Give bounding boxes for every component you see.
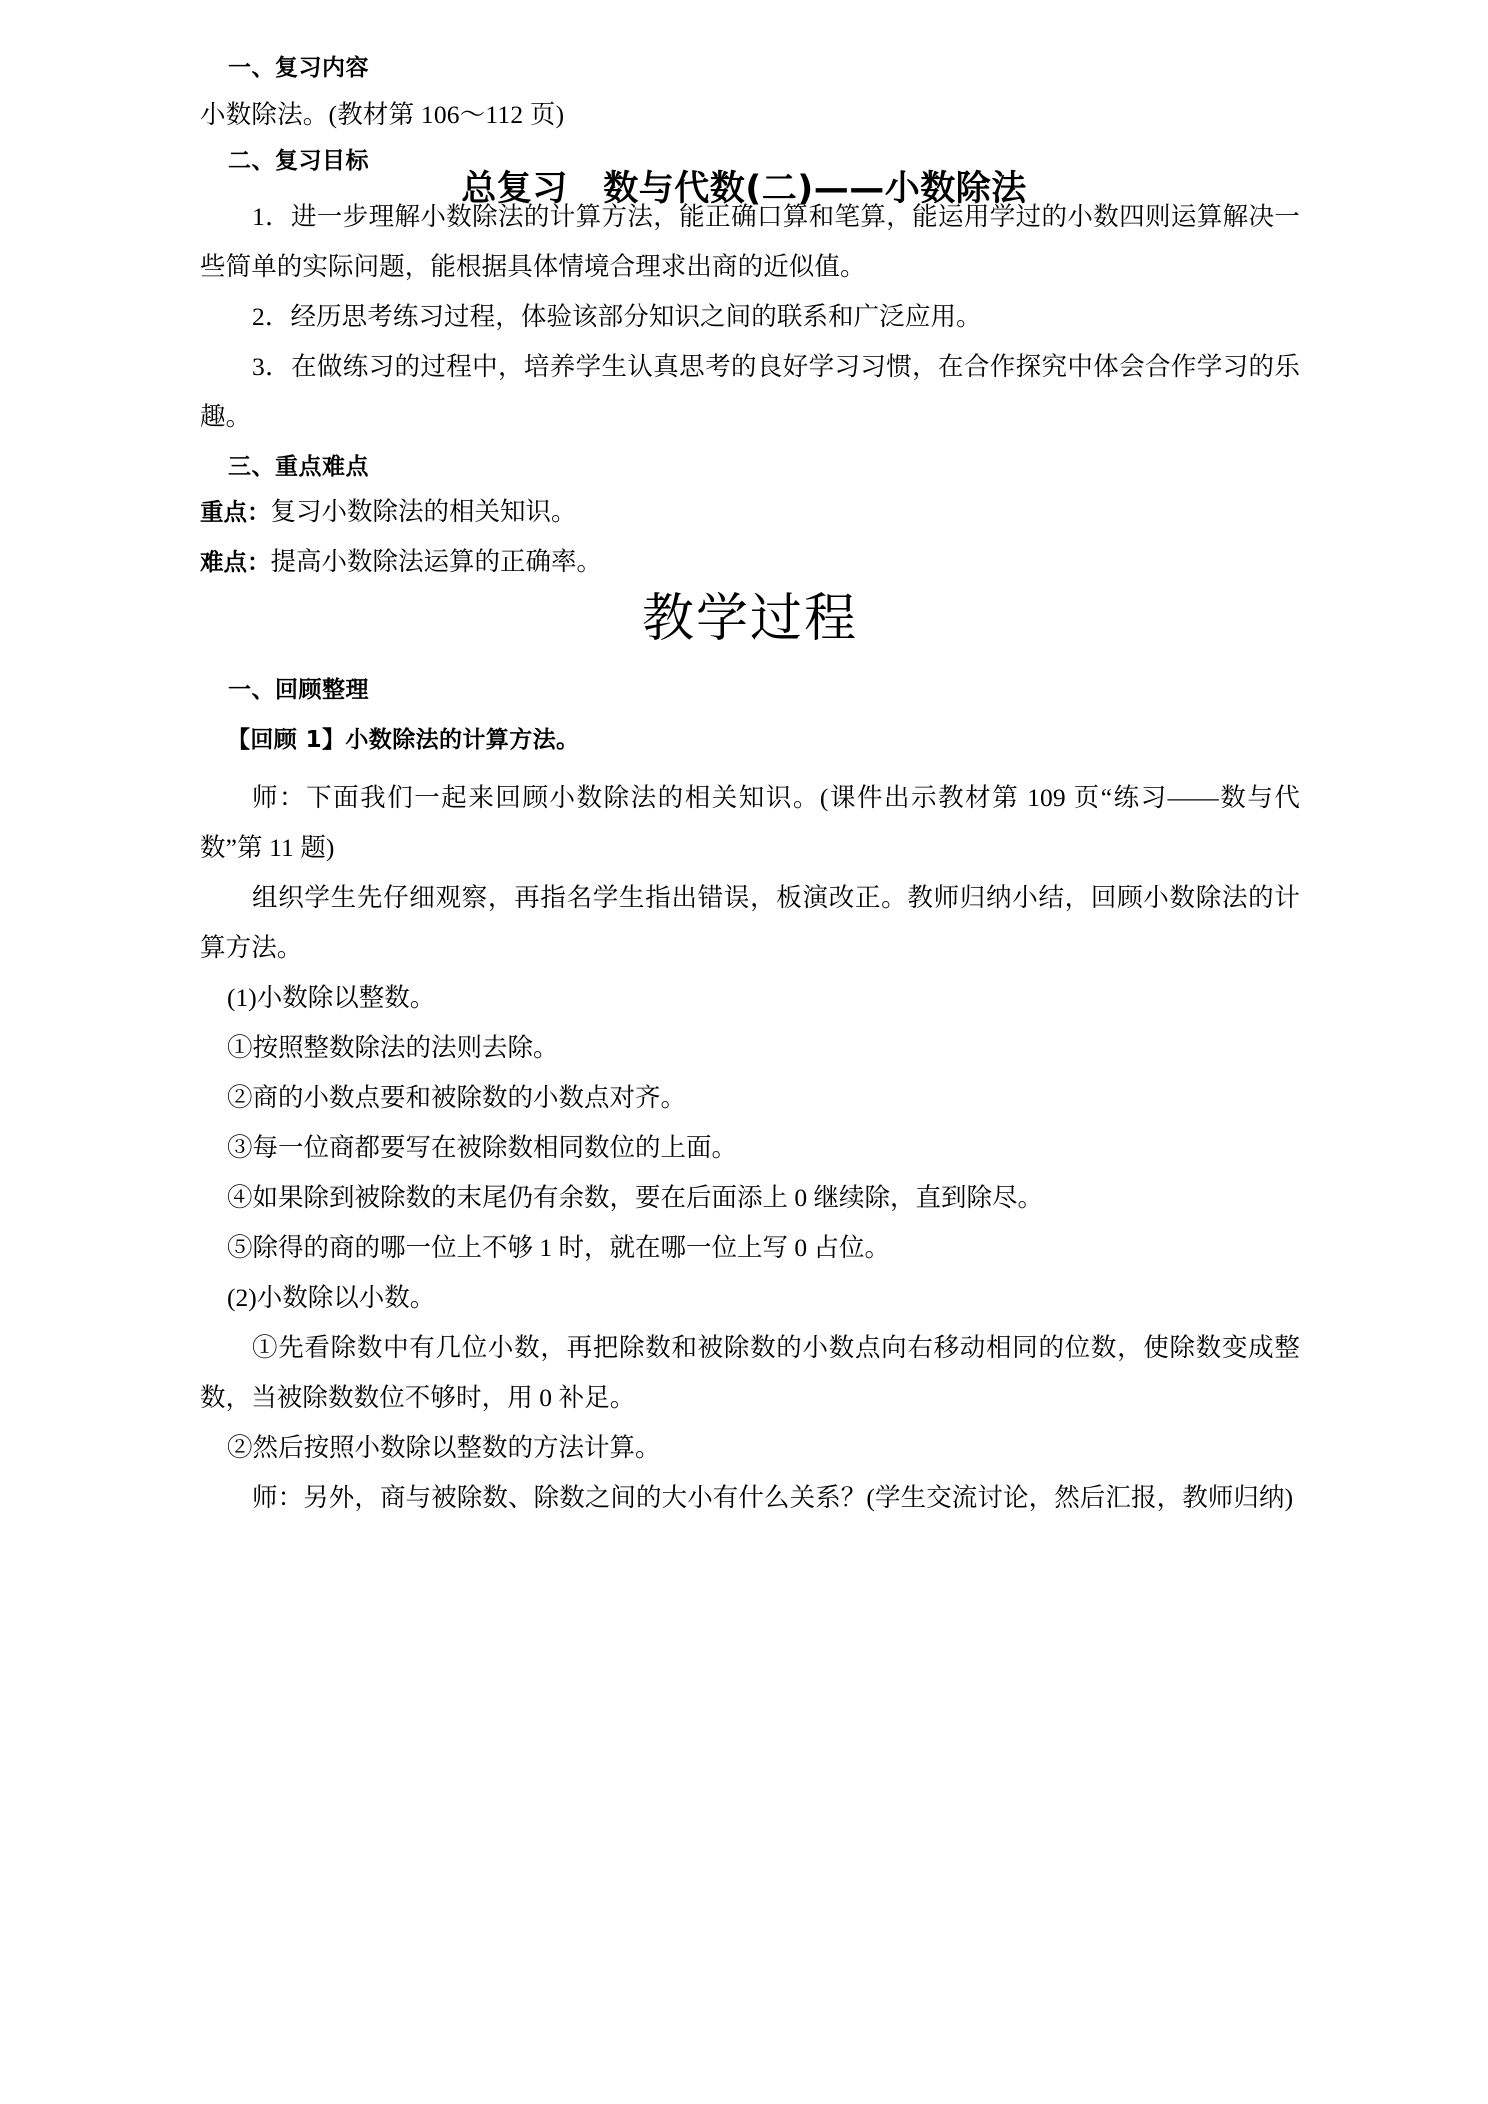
method-group-2-step-2: ②然后按照小数除以整数的方法计算。 — [227, 1433, 661, 1463]
organize-students-paragraph: 组织学生先仔细观察，再指名学生指出错误，板演改正。教师归纳小结，回顾小数除法的计算方法。 — [200, 883, 1300, 963]
difficulty-line — [200, 537, 1300, 587]
method-group-1-step-5: ⑤除得的商的哪一位上不够 1 时，就在哪一位上写 0 占位。 — [227, 1233, 891, 1263]
method-group-2-label: (2)小数除以小数。 — [227, 1283, 436, 1313]
method-group-1-step-4: ④如果除到被除数的末尾仍有余数，要在后面添上 0 继续除，直到除尽。 — [227, 1183, 1044, 1213]
review-content-text: 小数除法。(教材第 106～112 页) — [200, 100, 565, 129]
focus-text: 复习小数除法的相关知识。 — [270, 496, 577, 526]
section-heading-review-organize: 一、回顾整理 — [228, 677, 369, 704]
review-goal-item-2: 2．经历思考练习过程，体验该部分知识之间的联系和广泛应用。 — [252, 301, 982, 331]
focus-label: 重点： — [200, 497, 271, 526]
teaching-process-title: 教学过程 — [641, 590, 858, 648]
section-heading-review-goals: 二、复习目标 — [228, 147, 369, 174]
review-goal-item-3: 3．在做练习的过程中，培养学生认真思考的良好学习习惯，在合作探究中体会合作学习的乐趣。 — [200, 351, 1300, 431]
recall-1-title: 【回顾 1】小数除法的计算方法。 — [227, 727, 580, 754]
section-heading-review-content: 一、复习内容 — [228, 55, 369, 81]
difficulty-text: 提高小数除法运算的正确率。 — [270, 546, 603, 576]
method-group-1-label: (1)小数除以整数。 — [227, 983, 436, 1013]
section-heading-key-points: 三、重点难点 — [228, 453, 369, 480]
method-group-2-step-1: ①先看除数中有几位小数，再把除数和被除数的小数点向右移动相同的位数，使除数变成整数，当被除数数位不够时，用 0 补足。 — [200, 1333, 1300, 1413]
method-group-1-step-3: ③每一位商都要写在被除数相同数位的上面。 — [227, 1133, 738, 1163]
review-goal-item-1: 1．进一步理解小数除法的计算方法，能正确口算和笔算，能运用学过的小数四则运算解决一些简单的实际问题，能根据具体情境合理求出商的近似值。 — [200, 201, 1300, 281]
teacher-closing-paragraph: 师：另外，商与被除数、除数之间的大小有什么关系？(学生交流讨论，然后汇报，教师归纳) — [252, 1483, 1294, 1513]
page-title: 总复习 数与代数(二)——小数除法 — [461, 169, 1027, 209]
difficulty-label: 难点： — [200, 547, 271, 576]
method-group-1-step-2: ②商的小数点要和被除数的小数点对齐。 — [227, 1083, 687, 1113]
focus-line — [200, 487, 1300, 537]
method-group-1-step-1: ①按照整数除法的法则去除。 — [227, 1033, 559, 1063]
document-body — [200, 0, 1300, 1523]
teacher-paragraph-1: 师：下面我们一起来回顾小数除法的相关知识。(课件出示教材第 109 页“练习——数与代数”第 11 题) — [200, 783, 1300, 863]
